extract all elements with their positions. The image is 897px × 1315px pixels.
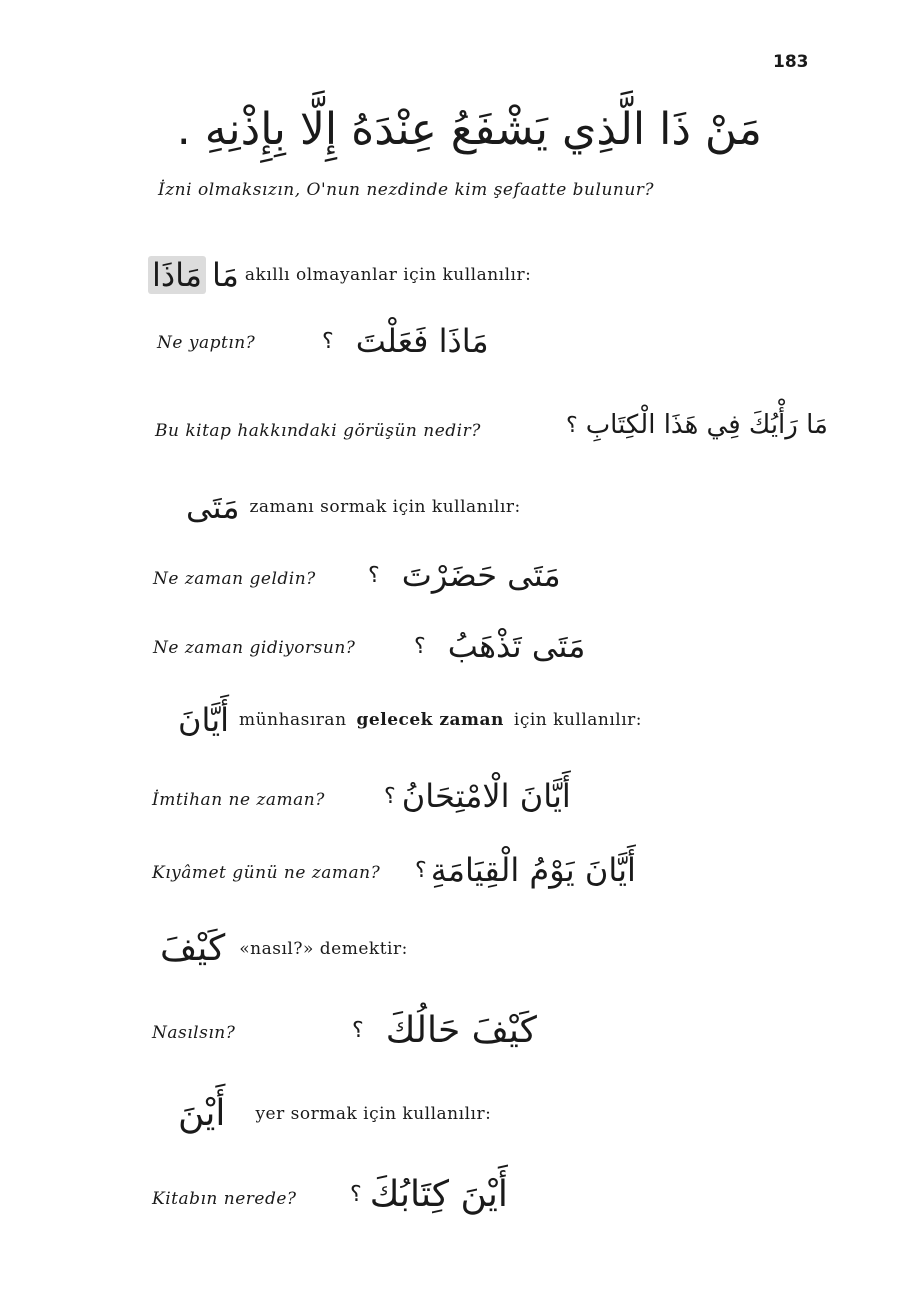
example-arabic: مَتَى حَضَرْتَ — [401, 556, 561, 594]
ayyana-desc-bold: gelecek zaman — [356, 710, 504, 730]
example-translation: Bu kitap hakkındaki görüşün nedir? — [155, 421, 481, 441]
question-mark: ؟ — [368, 562, 380, 588]
example-arabic: أَيَّانَ يَوْمُ الْقِيَامَةِ — [430, 851, 636, 889]
madha-description: akıllı olmayanlar için kullanılır: — [244, 265, 532, 285]
ayyana-desc-before: münhasıran — [239, 710, 347, 730]
question-mark: ؟ — [350, 1182, 362, 1207]
question-mark: ؟ — [322, 328, 334, 354]
kayfa-word: كَيْفَ — [160, 928, 226, 969]
example-arabic-row — [322, 322, 489, 360]
example-translation: Nasılsın? — [152, 1023, 236, 1043]
verse-arabic: مَنْ ذَا الَّذِي يَشْفَعُ عِنْدَهُ إِلَّا بِإِذْنِهِ . — [176, 104, 762, 155]
verse-translation: İzni olmaksızın, O'nun nezdinde kim şefaatte bulunur? — [158, 180, 655, 200]
example-arabic: مَاذَا فَعَلْتَ — [355, 322, 489, 360]
ayyana-desc-after: için kullanılır: — [513, 710, 643, 730]
example-arabic-row — [415, 851, 636, 889]
kayfa-description: «nasıl?» demektir: — [239, 938, 408, 959]
example-arabic-row — [414, 627, 585, 665]
question-mark: ؟ — [414, 633, 426, 659]
kayfa-heading — [160, 928, 408, 969]
example-arabic: مَا رَأْيُكَ فِي هَذَا الْكِتَابِ — [585, 410, 828, 440]
ayyana-word: أَيَّانَ — [178, 701, 230, 739]
ayyana-heading — [178, 701, 642, 739]
madha-word: مَاذَا — [148, 256, 206, 294]
example-translation: Ne zaman geldin? — [153, 569, 316, 589]
example-arabic: كَيْفَ حَالُكَ — [385, 1010, 537, 1051]
mata-word: مَتَى — [186, 488, 240, 526]
example-translation: Kitabın nerede? — [152, 1189, 297, 1209]
page-number: 183 — [773, 52, 809, 72]
example-arabic: أَيَّانَ الْامْتِحَانُ — [401, 777, 571, 815]
example-arabic-row — [566, 410, 828, 440]
example-translation: Ne yaptın? — [157, 333, 256, 353]
ayna-heading — [178, 1093, 491, 1134]
madha-heading — [148, 256, 531, 294]
example-translation: İmtihan ne zaman? — [152, 790, 325, 810]
mata-heading — [186, 488, 521, 526]
example-arabic: مَتَى تَذْهَبُ — [447, 627, 586, 665]
ayna-description: yer sormak için kullanılır: — [255, 1103, 492, 1124]
example-arabic-row — [384, 777, 571, 815]
question-mark: ؟ — [352, 1018, 364, 1043]
example-translation: Kıyâmet günü ne zaman? — [152, 863, 381, 883]
question-mark: ؟ — [415, 857, 427, 883]
question-mark: ؟ — [566, 412, 578, 438]
ayna-word: أَيْنَ — [178, 1093, 226, 1134]
example-arabic-row — [352, 1010, 537, 1051]
example-arabic-row — [350, 1174, 508, 1215]
mata-description: zamanı sormak için kullanılır: — [249, 497, 521, 517]
example-translation: Ne zaman gidiyorsun? — [153, 638, 356, 658]
ma-word: مَا — [212, 256, 239, 294]
example-arabic: أَيْنَ كِتَابُكَ — [369, 1174, 508, 1215]
example-arabic-row — [368, 556, 561, 594]
question-mark: ؟ — [384, 783, 396, 809]
